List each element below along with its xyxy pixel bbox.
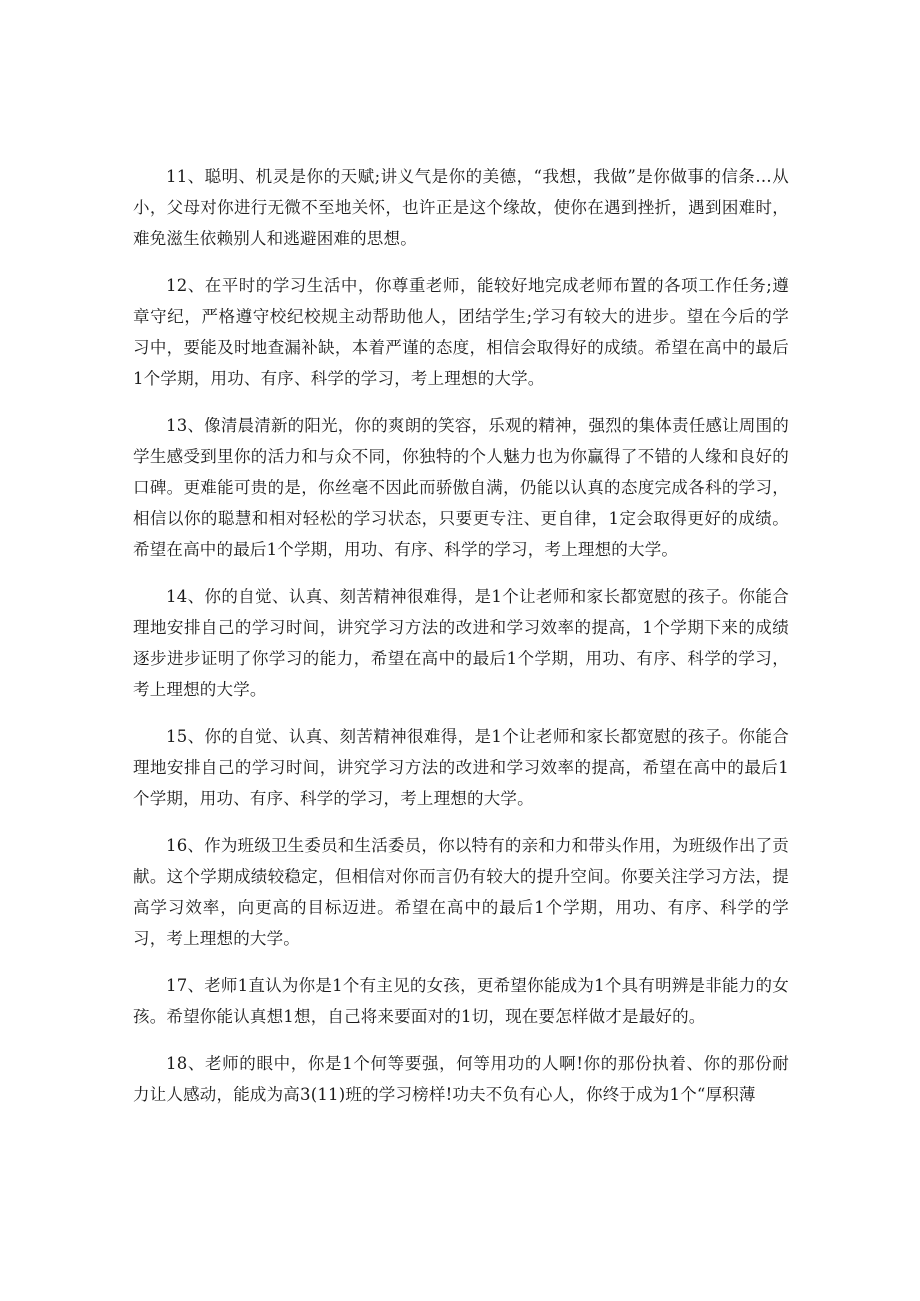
paragraph-18: 18、老师的眼中，你是1个何等要强，何等用功的人啊!你的那份执着、你的那份耐力让人感动，能成为高3(11)班的学习榜样!功夫不负有心人，你终于成为1个“厚积薄 <box>133 1054 789 1104</box>
paragraph-15: 15、你的自觉、认真、刻苦精神很难得，是1个让老师和家长都宽慰的孩子。你能合理地安排自己的学习时间，讲究学习方法的改进和学习效率的提高，希望在高中的最后1个学期，用功、有序、科学的学习，考上理想的大学。 <box>133 727 789 808</box>
paragraph-12: 12、在平时的学习生活中，你尊重老师，能较好地完成老师布置的各项工作任务;遵章守纪，严格遵守校纪校规主动帮助他人，团结学生;学习有较大的进步。望在今后的学习中，要能及时地查漏补缺，本着严谨的态度，相信会取得好的成绩。希望在高中的最后1个学期，用功、有序、科学的学习，考上理想的大学。 <box>133 276 789 388</box>
paragraph-17: 17、老师1直认为你是1个有主见的女孩，更希望你能成为1个具有明辨是非能力的女孩。希望你能认真想1想，自己将来要面对的1切，现在要怎样做才是最好的。 <box>133 976 789 1026</box>
document-body <box>133 161 789 1126</box>
paragraph-14: 14、你的自觉、认真、刻苦精神很难得，是1个让老师和家长都宽慰的孩子。你能合理地安排自己的学习时间，讲究学习方法的改进和学习效率的提高，1个学期下来的成绩逐步进步证明了你学习的能力，希望在高中的最后1个学期，用功、有序、科学的学习，考上理想的大学。 <box>133 587 789 699</box>
paragraph-13: 13、像清晨清新的阳光，你的爽朗的笑容，乐观的精神，强烈的集体责任感让周围的学生感受到里你的活力和与众不同，你独特的个人魅力也为你赢得了不错的人缘和良好的口碑。更难能可贵的是，你丝毫不因此而骄傲自满，仍能以认真的态度完成各科的学习，相信以你的聪慧和相对轻松的学习状态，只要更专注、更自律，1定会取得更好的成绩。希望在高中的最后1个学期，用功、有序、科学的学习，考上理想的大学。 <box>133 416 789 559</box>
paragraph-11: 11、聪明、机灵是你的天赋;讲义气是你的美德，“我想，我做”是你做事的信条…从小，父母对你进行无微不至地关怀，也许正是这个缘故，使你在遇到挫折，遇到困难时，难免滋生依赖别人和逃避困难的思想。 <box>133 167 789 248</box>
paragraph-16: 16、作为班级卫生委员和生活委员，你以特有的亲和力和带头作用，为班级作出了贡献。这个学期成绩较稳定，但相信对你而言仍有较大的提升空间。你要关注学习方法，提高学习效率，向更高的目标迈进。希望在高中的最后1个学期，用功、有序、科学的学习，考上理想的大学。 <box>133 836 789 948</box>
